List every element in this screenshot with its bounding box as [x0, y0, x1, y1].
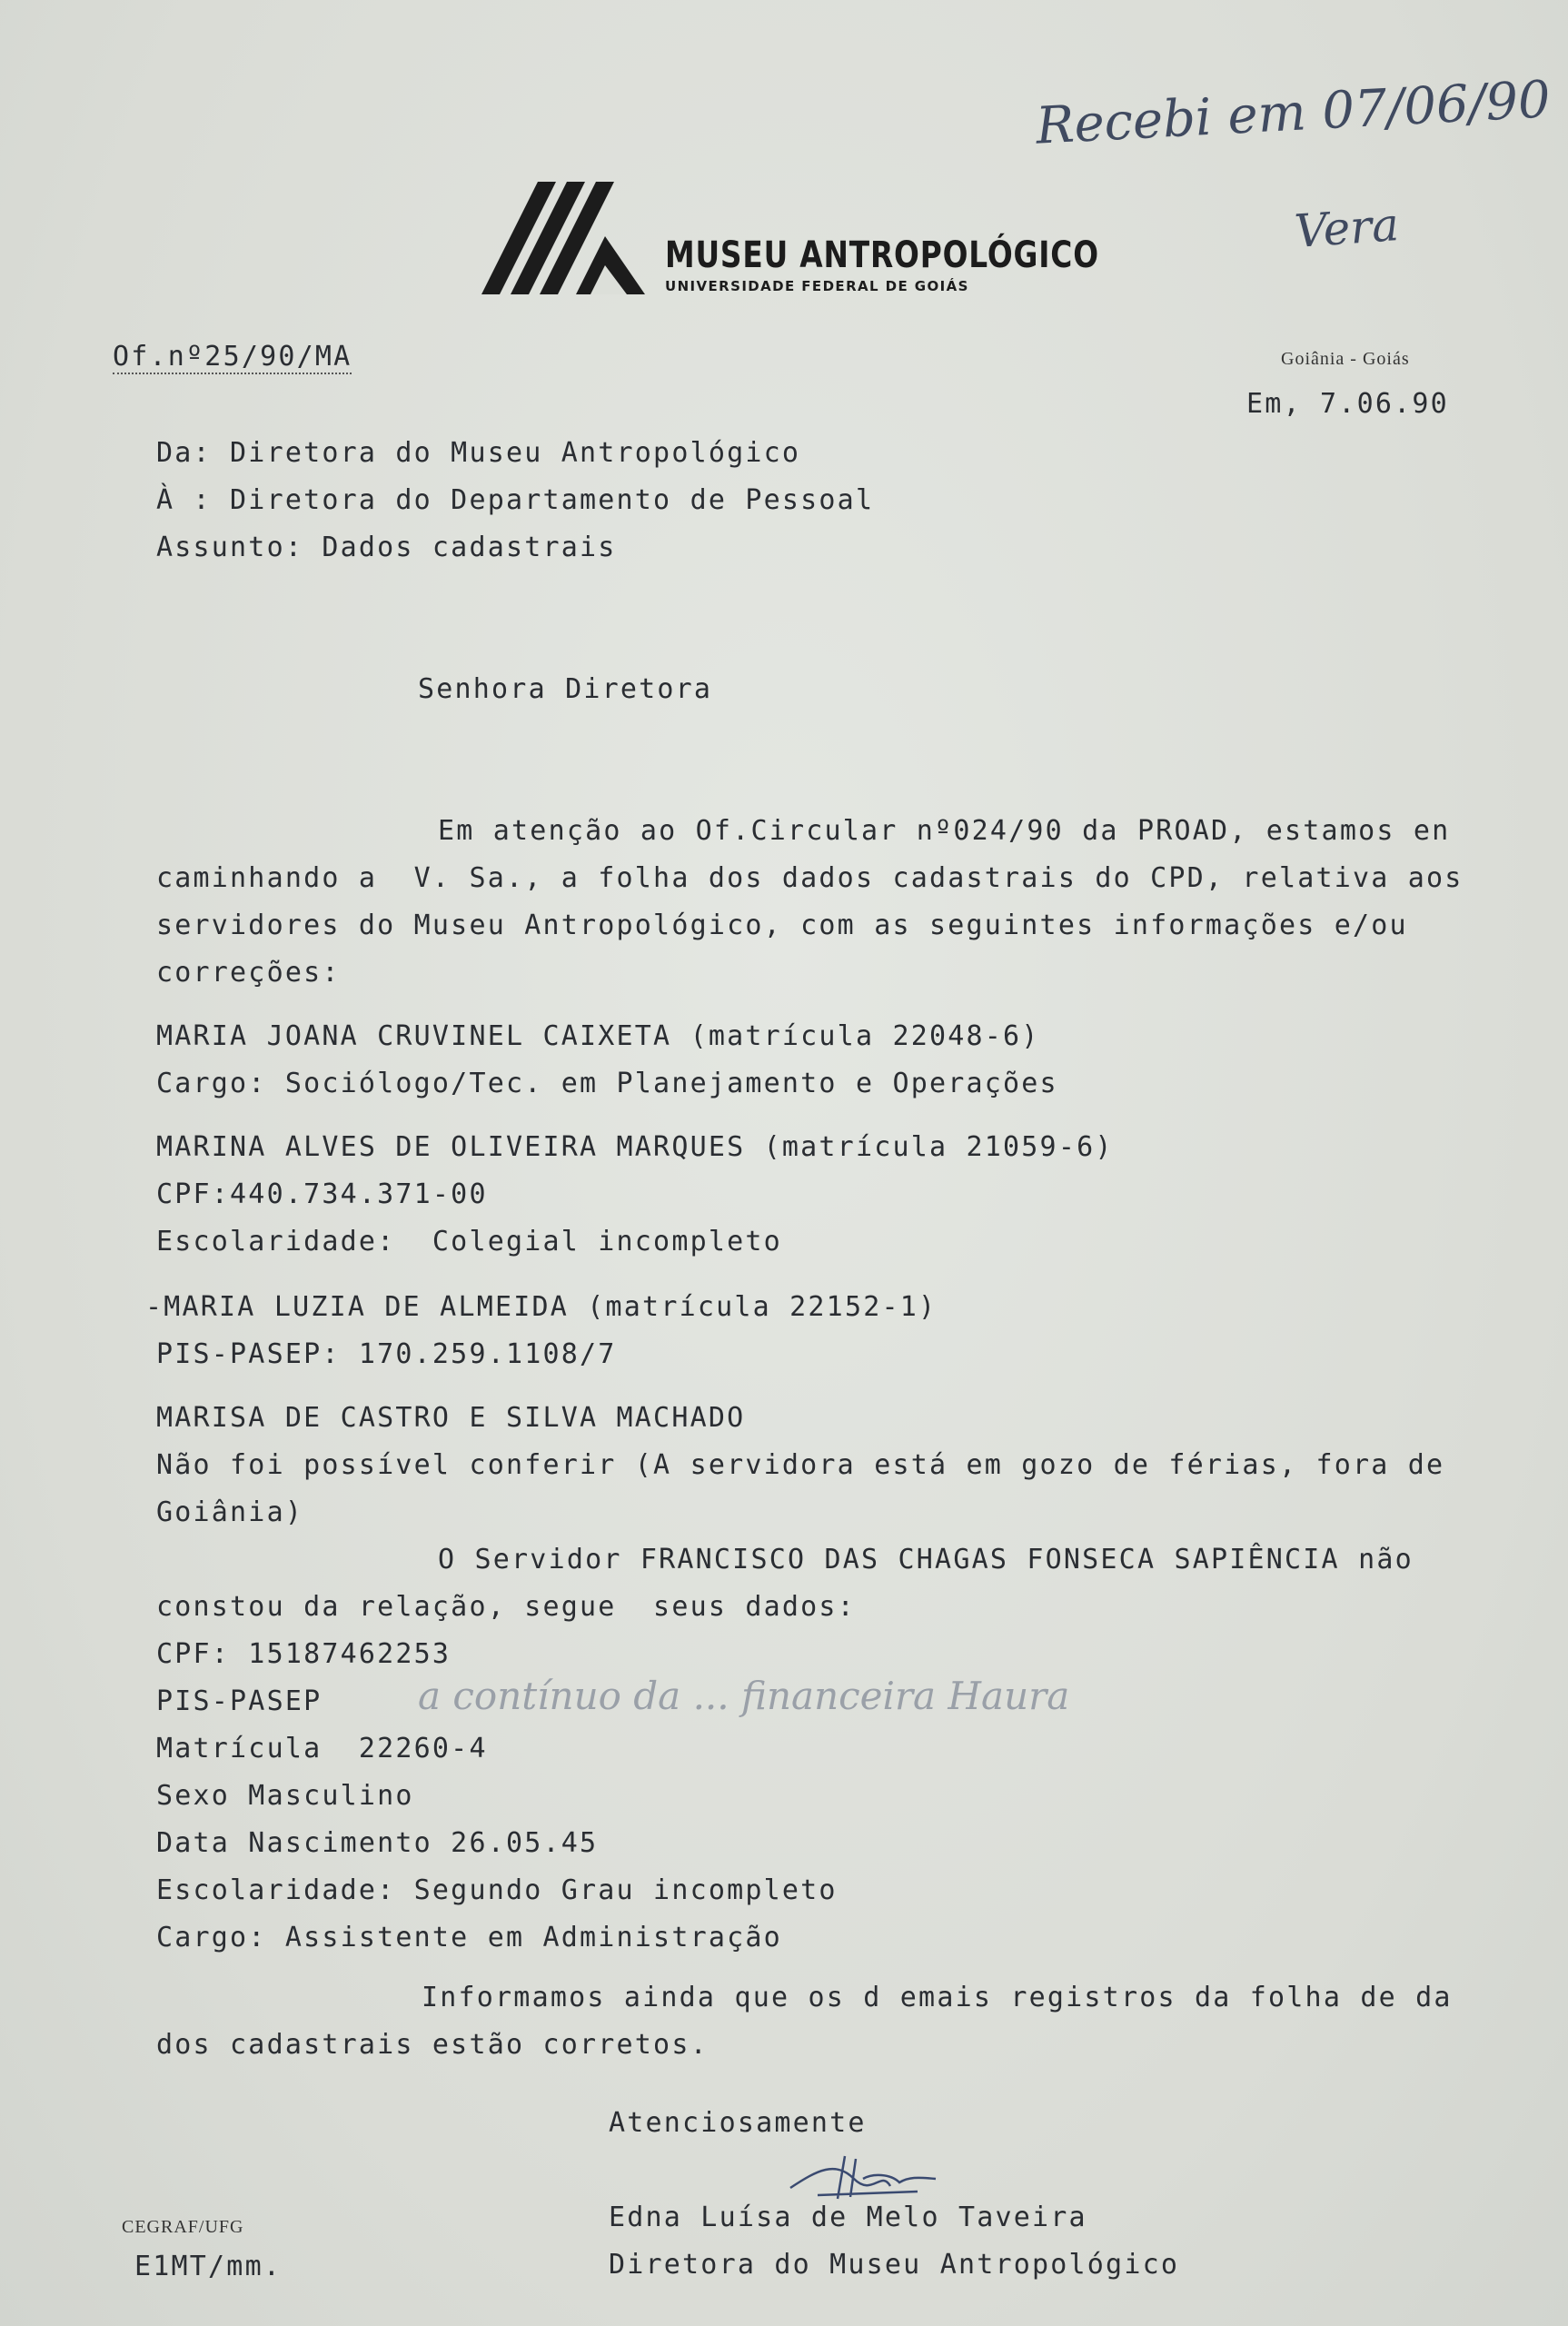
printer-mark: CEGRAF/UFG [122, 2217, 244, 2237]
entry-line: MARIA JOANA CRUVINEL CAIXETA (matrícula 22048-6) [156, 1020, 1040, 1052]
new-server-field: Data Nascimento 26.05.45 [156, 1827, 599, 1859]
letterhead-place: Goiânia - Goiás [1281, 349, 1410, 369]
typist-code: E1MT/mm. [134, 2251, 283, 2282]
closing-paragraph-line: dos cadastrais estão corretos. [156, 2029, 709, 2061]
closing-paragraph-line: Informamos ainda que os d emais registros da folha de da [422, 1982, 1453, 2013]
new-server-field: PIS-PASEP [156, 1685, 323, 1717]
letterhead-name: MUSEU ANTROPOLÓGICO [665, 234, 1099, 276]
faint-handwritten-note: a contínuo da ... financeira Haura [418, 1674, 1070, 1718]
new-server-intro: constou da relação, segue seus dados: [156, 1591, 856, 1623]
new-server-field: CPF: 15187462253 [156, 1638, 452, 1670]
entry-line: MARISA DE CASTRO E SILVA MACHADO [156, 1402, 746, 1434]
new-server-field: Escolaridade: Segundo Grau incompleto [156, 1874, 838, 1906]
entry-line: PIS-PASEP: 170.259.1108/7 [156, 1338, 617, 1370]
museum-logo-icon [481, 182, 645, 294]
intro-line: servidores do Museu Antropológico, com as seguintes informações e/ou [156, 910, 1408, 941]
entry-line: MARINA ALVES DE OLIVEIRA MARQUES (matrícula 21059-6) [156, 1131, 1114, 1163]
entry-line: Escolaridade: Colegial incompleto [156, 1226, 782, 1257]
entry-line: Goiânia) [156, 1496, 304, 1528]
received-initials: Vera [1293, 198, 1401, 258]
signer-title: Diretora do Museu Antropológico [609, 2249, 1180, 2281]
entry-line: Cargo: Sociólogo/Tec. em Planejamento e Operações [156, 1068, 1058, 1099]
received-note: Recebi em 07/06/90 [1034, 70, 1553, 156]
new-server-field: Sexo Masculino [156, 1780, 414, 1812]
header-to: À : Diretora do Departamento de Pessoal [156, 484, 875, 516]
new-server-field: Cargo: Assistente em Administração [156, 1922, 782, 1953]
new-server-field: Matrícula 22260-4 [156, 1733, 488, 1764]
entry-line: -MARIA LUZIA DE ALMEIDA (matrícula 22152-1) [145, 1291, 938, 1323]
signer-name: Edna Luísa de Melo Taveira [609, 2202, 1087, 2233]
header-subject: Assunto: Dados cadastrais [156, 532, 617, 563]
entry-line: CPF:440.734.371-00 [156, 1178, 488, 1210]
document-date: Em, 7.06.90 [1246, 388, 1449, 420]
header-from: Da: Diretora do Museu Antropológico [156, 437, 801, 469]
signature-icon [781, 2152, 945, 2206]
intro-line: caminhando a V. Sa., a folha dos dados cadastrais do CPD, relativa aos [156, 862, 1464, 894]
new-server-intro: O Servidor FRANCISCO DAS CHAGAS FONSECA SAPIÊNCIA não [438, 1544, 1414, 1576]
letterhead-subtitle: UNIVERSIDADE FEDERAL DE GOIÁS [665, 278, 969, 294]
salutation: Senhora Diretora [418, 673, 713, 705]
entry-line: Não foi possível conferir (A servidora está em gozo de férias, fora de [156, 1449, 1445, 1481]
intro-line: Em atenção ao Of.Circular nº024/90 da PROAD, estamos en [438, 815, 1451, 847]
reference-number: Of.nº25/90/MA [113, 341, 352, 373]
closing-salutation: Atenciosamente [609, 2107, 867, 2139]
intro-line: correções: [156, 957, 341, 989]
